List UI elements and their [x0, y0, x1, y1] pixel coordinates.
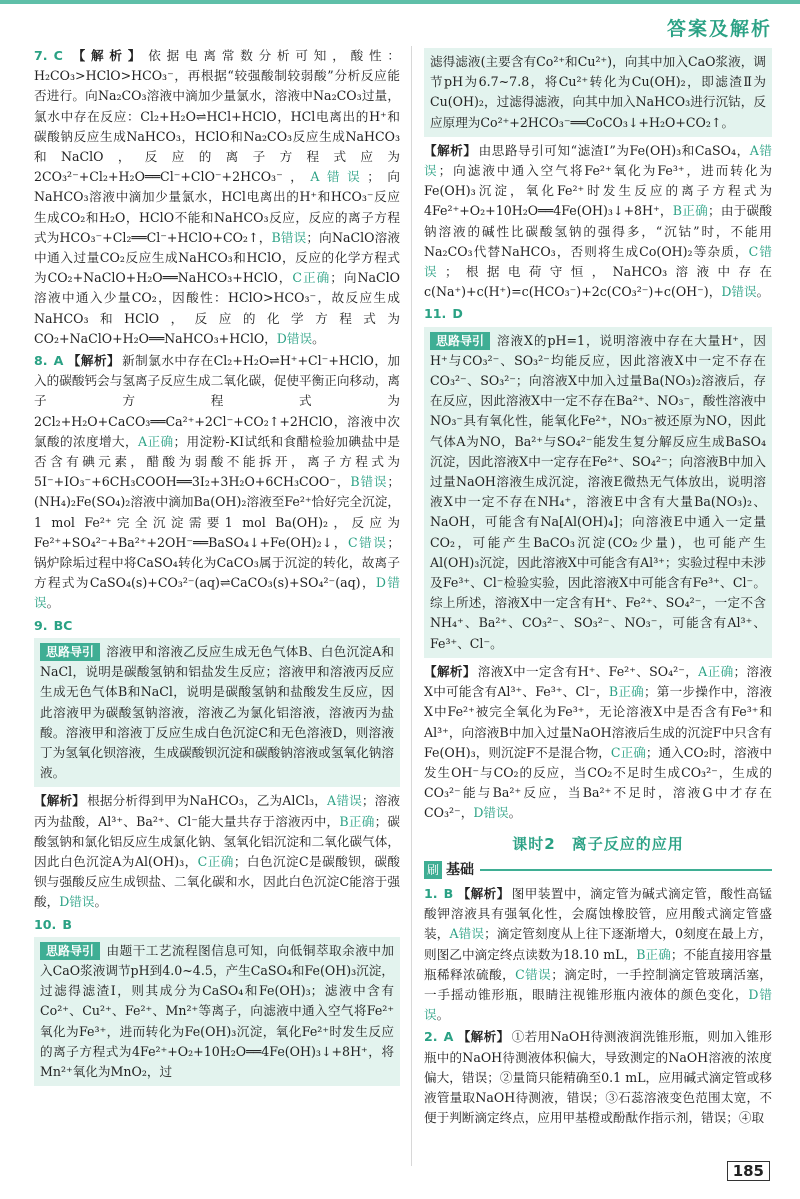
analysis-text: 图甲装置中，滴定管为碱式滴定管，酸性高锰酸钾溶液具有强氧化性，会腐蚀橡胶管，应用酸式滴定管盛装，	[424, 885, 773, 942]
right-column	[424, 46, 772, 1130]
left-column	[34, 46, 400, 1090]
analysis-text: ；向NaHCO₃溶液中滴加少量氯水，HCl电离出的H⁺和HCO₃⁻反应生成CO₂和H₂O，HClO不能和NaHCO₃反应，反应的离子方程式为HCO₃⁻+Cl₂══Cl⁻+HClO+CO₂↑，	[34, 169, 400, 245]
sentence-end: 。	[46, 595, 60, 611]
question-number: 10.	[34, 916, 57, 932]
verdict-a: A错误	[310, 169, 368, 185]
verdict-d: D错误	[424, 986, 772, 1023]
verdict-c: C错误	[347, 534, 388, 550]
verdict-b: B正确	[636, 946, 671, 962]
analysis-tag: 【解析】	[457, 1029, 510, 1045]
analysis-tag: 【解析】	[66, 48, 147, 63]
answer-letter: BC	[53, 617, 73, 633]
question-11	[424, 304, 772, 823]
sentence-end: 。	[436, 1007, 450, 1023]
thinking-guide-text: 由题干工艺流程图信息可知，向低铜萃取余液中加入CaO浆液调节pH到4.0~4.5，产生CaSO₄和Fe(OH)₃沉淀，过滤得滤渣Ⅰ，则其成分为CaSO₄和Fe(OH)₃；滤液中含有Co²⁺、Cu²⁺、Fe²⁺、Mn²⁺等离子，向滤液中通入空气将Fe²⁺氧化为Fe³⁺，进而转化为Fe(OH)₃沉淀，氧化Fe²⁺时发生反应的离子方程式为4Fe²⁺+O₂+10H₂O══4Fe(OH)₃↓+8H⁺，将Mn²⁺氧化为MnO₂，过	[40, 942, 394, 1079]
analysis-text: ；向NaClO溶液中通入少量CO₂，因酸性：HClO>HCO₃⁻，故反应生成NaHCO₃和HClO，反应的化学方程式为CO₂+NaClO+H₂O══NaHCO₃+HClO，	[34, 270, 400, 346]
thinking-guide-box	[34, 638, 400, 787]
analysis-text: 由思路导引可知“滤渣Ⅰ”为Fe(OH)₃和CaSO₄，	[478, 142, 750, 158]
page-number: 185	[727, 1161, 770, 1181]
page-header-title: 答案及解析	[666, 18, 772, 40]
verdict-c: C正确	[292, 270, 331, 286]
thinking-guide-text: 溶液甲和溶液乙反应生成无色气体B、白色沉淀A和NaCl，说明是碳酸氢钠和铝盐发生反应；溶液甲和溶液丙反应生成无色气体B和NaCl，说明是碳酸氢钠和盐酸发生反应，因此溶液甲为碳酸氢钠溶液，溶液乙为氯化铝溶液，溶液丙为盐酸。溶液甲和溶液丁反应生成白色沉淀C和无色溶液D，则溶液丁为氢氧化钡溶液，生成碳酸钡沉淀和碳酸钠溶液或氢氧化钠溶液。	[40, 643, 394, 781]
column-divider	[411, 46, 412, 1166]
analysis-tag: 【解析】	[34, 793, 86, 809]
verdict-a: A错误	[424, 142, 772, 179]
verdict-b: B正确	[608, 684, 644, 700]
analysis-tag: 【解析】	[424, 663, 476, 679]
analysis-text: 依据电离常数分析可知，酸性：H₂CO₃>HClO>HCO₃⁻，再根据“较强酸制较弱酸”分析反应能否进行。向Na₂CO₃溶液中滴加少量氯水，溶液中Na₂CO₃过量，氯水中存在反应：Cl₂+H₂O⇌HCl+HClO，HCl电离出的H⁺和碳酸钠反应生成NaHCO₃，HClO和Na₂CO₃反应生成NaHCO₃和NaClO，反应的离子方程式应为2CO₃²⁻+Cl₂+H₂O══Cl⁻+ClO⁻+2HCO₃⁻，	[34, 48, 401, 185]
analysis-text: ；第一步操作中，溶液X中Fe²⁺被完全氧化为Fe³⁺，无论溶液X中是否含有Fe³⁺和Al³⁺，向溶液B中加入过量NaOH溶液后生成的沉淀F中只含有Fe(OH)₃，则沉淀F不是混合物，	[424, 684, 772, 760]
question-10-continued	[424, 48, 772, 302]
question-number: 7.	[34, 48, 48, 63]
basic-question-2	[424, 1027, 772, 1128]
verdict-c: C正确	[610, 744, 646, 760]
analysis-text: ；由于碳酸钠溶液的碱性比碳酸氢钠的强得多，“沉钴”时，不能用Na₂CO₃代替NaHCO₃，否则将生成Co(OH)₂等杂质，	[424, 203, 772, 259]
verdict-d: D错误	[59, 894, 95, 910]
thinking-guide-label: 思路导引	[40, 643, 100, 661]
verdict-b: B错误	[271, 229, 307, 245]
brush-icon: 刷	[424, 861, 442, 879]
verdict-b: B错误	[350, 474, 388, 490]
answer-letter: D	[452, 306, 463, 322]
analysis-text: 根据分析得到甲为NaHCO₃，乙为AlCl₃，	[87, 793, 328, 809]
question-number: 11.	[424, 306, 447, 322]
basic-section-header	[424, 860, 772, 880]
analysis-text: ；滴定时，一手控制滴定管玻璃活塞，一手摇动锥形瓶，眼睛注视锥形瓶内液体的颜色变化，	[424, 966, 773, 1002]
sentence-end: 。	[508, 805, 522, 821]
analysis-text: ；溶液X中可能含有Al³⁺、Fe³⁺、Cl⁻，	[424, 663, 773, 700]
analysis-tag: 【解析】	[424, 142, 477, 158]
thinking-guide-box	[424, 327, 772, 658]
answer-letter: A	[443, 1029, 454, 1045]
analysis-text: ；滴定管刻度从上往下逐渐增大，0刻度在最上方，则图乙中滴定终点读数为18.10 mL，	[424, 926, 773, 962]
analysis-text: ；(NH₄)₂Fe(SO₄)₂溶液中滴加Ba(OH)₂溶液至Fe²⁺恰好完全沉淀，1 mol Fe²⁺完全沉淀需要1 mol Ba(OH)₂，反应为Fe²⁺+SO₄²⁻+Ba²⁺+2OH⁻══BaSO₄↓+Fe(OH)₂↓，	[34, 474, 400, 550]
analysis-text: ；向NaClO溶液中通入过量CO₂反应生成NaHCO₃和HClO，反应的化学方程式为CO₂+NaClO+H₂O══NaHCO₃+HClO，	[34, 229, 400, 286]
analysis-text: 新制氯水中存在Cl₂+H₂O⇌H⁺+Cl⁻+HClO，加入的碳酸钙会与氢离子反应生成二氧化碳，促使平衡正向移动，离子方程式为2Cl₂+H₂O+CaCO₃══Ca²⁺+2Cl⁻+CO₂↑+2HClO，溶液中次氯酸的浓度增大，	[34, 353, 400, 449]
question-8	[34, 351, 400, 614]
verdict-b: B正确	[672, 203, 708, 219]
analysis-text: ；白色沉淀C是碳酸钡，碳酸钡与强酸反应生成钡盐、二氧化碳和水，因此白色沉淀C能溶于强酸，	[34, 853, 401, 910]
verdict-d: D错误	[721, 284, 757, 300]
answer-letter: A	[53, 353, 64, 369]
question-number: 9.	[34, 617, 48, 633]
answer-letter: C	[53, 48, 63, 63]
thinking-guide-box	[34, 937, 400, 1086]
sentence-end: 。	[94, 894, 108, 910]
analysis-text: ；向滤液中通入空气将Fe²⁺氧化为Fe³⁺，进而转化为Fe(OH)₃沉淀，氧化Fe²⁺时发生反应的离子方程式为4Fe²⁺+O₂+10H₂O══4Fe(OH)₃↓+8H⁺，	[424, 163, 773, 219]
analysis-text: ；根据电荷守恒，NaHCO₃溶液中存在c(Na⁺)+c(H⁺)=c(HCO₃⁻)+2c(CO₃²⁻)+c(OH⁻)，	[424, 264, 772, 300]
thinking-guide-label: 思路导引	[40, 942, 100, 960]
answer-letter: B	[443, 885, 454, 901]
analysis-tag: 【解析】	[457, 885, 510, 901]
thinking-guide-text: 溶液X的pH=1，说明溶液中存在大量H⁺，因H⁺与CO₃²⁻、SO₃²⁻均能反应，因此溶液X中一定不存在CO₃²⁻、SO₃²⁻；向溶液X中加入过量Ba(NO₃)₂溶液后，存在反应，因此溶液X中一定不存在Ba²⁺、NO₃⁻，酸性溶液中NO₃⁻具有氧化性，能氧化Fe²⁺，NO₃⁻被还原为NO，因此气体A为NO，Ba²⁺与SO₄²⁻能发生复分解反应生成BaSO₄沉淀，因此溶液X中一定存在Fe²⁺、SO₄²⁻；向溶液B中加入过量NaOH溶液生成沉淀，溶液E微热无气体放出，说明溶液X中一定不存在NH₄⁺，溶液E中含有大量Ba(NO₃)₂、NaOH，可能含有Na[Al(OH)₄]；向溶液E中通入一定量CO₂，可能产生BaCO₃沉淀(CO₂少量)，也可能产生Al(OH)₃沉淀，因此溶液X中可能含有Al³⁺；实验过程中未涉及Fe³⁺、Cl⁻检验实验，因此溶液X中可能含有Fe³⁺、Cl⁻。综上所述，溶液X中一定含有H⁺、Fe²⁺、SO₄²⁻，一定不含NH₄⁺、Ba²⁺、CO₃²⁻、SO₃²⁻、NO₃⁻，可能含有Al³⁺、Fe³⁺、Cl⁻。	[430, 332, 766, 651]
sentence-end: 。	[756, 284, 770, 300]
verdict-c: C正确	[197, 853, 234, 869]
top-rule	[0, 0, 800, 4]
answer-letter: B	[62, 916, 72, 932]
analysis-text: ；通入CO₂时，溶液中发生OH⁻与CO₂的反应，当CO₂不足时生成CO₃²⁻，生成的CO₃²⁻能与Ba²⁺反应，当Ba²⁺不足时，溶液G中才存在CO₃²⁻，	[424, 744, 772, 821]
verdict-a: A错误	[327, 793, 362, 809]
thinking-guide-box-continued	[424, 48, 772, 137]
verdict-d: D错误	[473, 805, 509, 821]
thinking-guide-label: 思路导引	[430, 332, 490, 350]
question-number: 8.	[34, 353, 48, 369]
section-title: 课时2 离子反应的应用	[512, 834, 684, 853]
verdict-a: A正确	[137, 433, 174, 449]
thinking-guide-text: 滤得滤液(主要含有Co²⁺和Cu²⁺)，向其中加入CaO浆液，调节pH为6.7~7.8，将Cu²⁺转化为Cu(OH)₂，即滤渣Ⅱ为Cu(OH)₂，过滤得滤液，向其中加入NaHCO₃进行沉钴，反应原理为Co²⁺+2HCO₃⁻══CoCO₃↓+H₂O+CO₂↑。	[430, 54, 766, 130]
analysis-text: ；溶液丙为盐酸，Al³⁺、Ba²⁺、Cl⁻能大量共存于溶液丙中，	[34, 793, 400, 829]
analysis-text: ；锅炉除垢过程中将CaSO₄转化为CaCO₃属于沉淀的转化，故离子方程式为CaSO₄(s)+CO₃²⁻(aq)⇌CaCO₃(s)+SO₄²⁻(aq)，	[34, 534, 400, 591]
analysis-tag: 【解析】	[67, 353, 121, 369]
verdict-a: A错误	[449, 926, 485, 942]
basic-label: 基础	[446, 861, 474, 878]
analysis-text: ；碳酸氢钠和氯化铝反应生成氯化钠、氢氧化铝沉淀和二氧化碳气体，因此白色沉淀A为Al(OH)₃，	[34, 813, 400, 869]
verdict-d: D错误	[276, 330, 313, 346]
verdict-a: A正确	[698, 663, 734, 679]
question-number: 2.	[424, 1029, 438, 1045]
question-7	[34, 46, 400, 349]
verdict-c: C错误	[424, 243, 772, 280]
analysis-text: 溶液X中一定含有H⁺、Fe²⁺、SO₄²⁻，	[477, 663, 699, 679]
analysis-text: ；不能直接用容量瓶稀释浓硫酸，	[424, 946, 772, 982]
section-rule	[480, 869, 772, 871]
verdict-b: B正确	[339, 813, 375, 829]
basic-question-1	[424, 884, 772, 1025]
verdict-d: D错误	[34, 575, 400, 611]
analysis-text: ；用淀粉-KI试纸和食醋检验加碘盐中是否含有碘元素，醋酸为弱酸不能拆开，离子方程式为5I⁻+IO₃⁻+6CH₃COOH══3I₂+3H₂O+6CH₃COO⁻，	[34, 433, 400, 490]
analysis-text: ①若用NaOH待测液润洗锥形瓶，则加入锥形瓶中的NaOH待测液体积偏大，导致测定的NaOH溶液的浓度偏大，错误；②量筒只能精确至0.1 mL，应用碱式滴定管或移液管量取NaOH待测液，错误；③石蕊溶液变色范围太宽，不便于判断滴定终点，应用甲基橙或酚酞作指示剂，错误；④取	[424, 1029, 772, 1126]
question-number: 1.	[424, 885, 438, 901]
question-10	[34, 915, 400, 1087]
question-9	[34, 616, 400, 913]
sentence-end: 。	[312, 330, 325, 346]
verdict-c: C错误	[515, 966, 552, 982]
